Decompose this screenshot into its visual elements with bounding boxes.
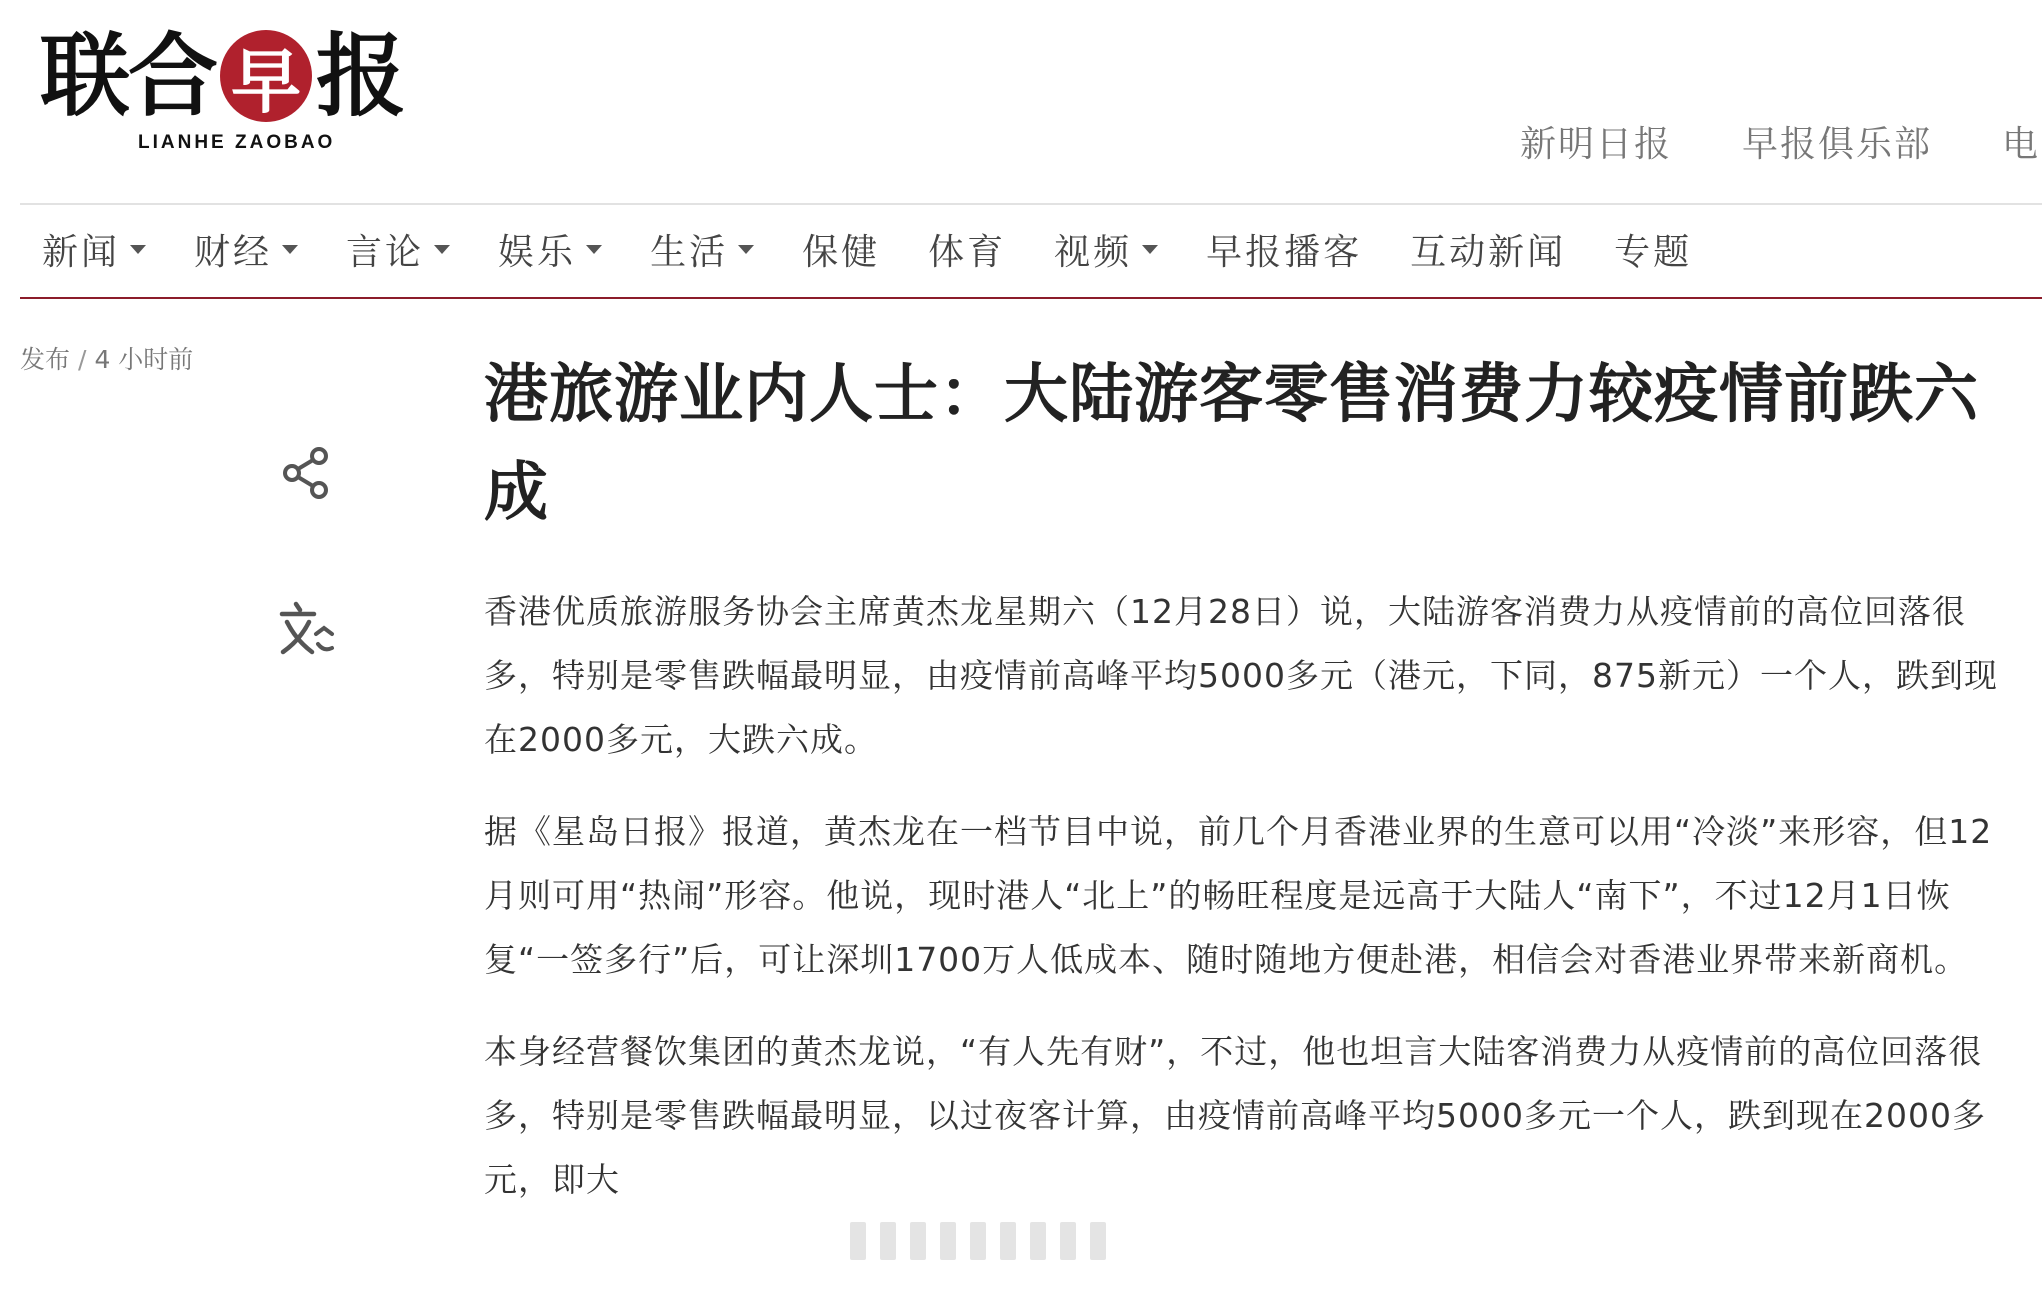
- redaction-mark: [1030, 1222, 1046, 1260]
- redaction-marks: [850, 1222, 1106, 1260]
- share-icon: [279, 445, 335, 501]
- nav-label: 言论: [346, 232, 425, 273]
- article-paragraph-3: 本身经营餐饮集团的黄杰龙说，“有人先有财”，不过，他也坦言大陆客消费力从疫情前的高位回落很多，特别是零售跌幅最明显，以过夜客计算，由疫情前高峰平均5000多元一个人，跌到现在2000多元，即大: [484, 1032, 1986, 1199]
- nav-item-video[interactable]: [1054, 224, 1158, 275]
- published-label: 发布: [20, 345, 71, 374]
- nav-label: 早报播客: [1206, 232, 1363, 273]
- nav-label: 财经: [194, 232, 273, 273]
- nav-label: 娱乐: [498, 232, 577, 273]
- caret-down-icon: [282, 245, 298, 254]
- caret-down-icon: [1142, 245, 1158, 254]
- top-link-xinming[interactable]: 新明日报: [1520, 124, 1673, 165]
- nav-item-opinion[interactable]: [346, 224, 450, 275]
- logo-char-2: 合: [128, 23, 216, 129]
- nav-item-finance[interactable]: [194, 224, 298, 275]
- article-paragraph-1: 香港优质旅游服务协会主席黄杰龙星期六（12月28日）说，大陆游客消费力从疫情前的高位回落很多，特别是零售跌幅最明显，由疫情前高峰平均5000多元（港元，下同，875新元）一个人，跌到现在2000多元，大跌六成。: [484, 592, 1998, 759]
- nav-label: 互动新闻: [1410, 232, 1567, 273]
- nav-item-sports[interactable]: [928, 224, 1006, 275]
- top-link-more[interactable]: 电: [2002, 124, 2041, 165]
- nav-item-topics[interactable]: [1614, 224, 1692, 275]
- publish-time: 4 小时前: [94, 345, 194, 374]
- redaction-mark: [940, 1222, 956, 1260]
- logo-english: LIANHE ZAOBAO: [138, 132, 336, 153]
- redaction-mark: [1060, 1222, 1076, 1260]
- logo-badge: 早: [220, 30, 312, 122]
- translate-button[interactable]: [278, 600, 336, 658]
- caret-down-icon: [738, 245, 754, 254]
- nav-item-interactive[interactable]: [1410, 224, 1566, 275]
- redaction-mark: [1090, 1222, 1106, 1260]
- redaction-mark: [1000, 1222, 1016, 1260]
- publish-meta: [20, 340, 193, 376]
- nav-item-news[interactable]: [42, 224, 146, 275]
- article-paragraph-2: 据《星岛日报》报道，黄杰龙在一档节目中说，前几个月香港业界的生意可以用“冷淡”来形容，但12月则可用“热闹”形容。他说，现时港人“北上”的畅旺程度是远高于大陆人“南下”，不过12月1日恢复“一签多行”后，可让深圳1700万人低成本、随时随地方便赴港，相信会对香港业界带来新商机。: [484, 812, 1993, 979]
- article-headline: 港旅游业内人士：大陆游客零售消费力较疫情前跌六成: [484, 358, 1979, 530]
- meta-separator: /: [78, 345, 87, 374]
- logo-char-4: 报: [316, 23, 404, 129]
- nav-item-podcast[interactable]: [1206, 224, 1362, 275]
- nav-label: 视频: [1054, 232, 1133, 273]
- nav-item-entertainment[interactable]: [498, 224, 602, 275]
- header-divider: [20, 203, 2042, 205]
- site-logo[interactable]: [40, 23, 440, 158]
- top-link-club[interactable]: 早报俱乐部: [1742, 124, 1933, 165]
- nav-label: 体育: [928, 232, 1007, 273]
- main-nav: [42, 224, 1740, 275]
- caret-down-icon: [586, 245, 602, 254]
- nav-label: 生活: [650, 232, 729, 273]
- nav-item-health[interactable]: [802, 224, 880, 275]
- redaction-mark: [850, 1222, 866, 1260]
- logo-char-1: 联: [40, 23, 128, 129]
- redaction-mark: [970, 1222, 986, 1260]
- nav-label: 专题: [1614, 232, 1693, 273]
- translate-icon: [278, 600, 336, 658]
- logo-wordmark: [40, 23, 440, 129]
- redaction-mark: [910, 1222, 926, 1260]
- caret-down-icon: [434, 245, 450, 254]
- article: [484, 346, 2024, 1212]
- redaction-mark: [880, 1222, 896, 1260]
- nav-item-lifestyle[interactable]: [650, 224, 754, 275]
- top-links: [1520, 116, 2042, 167]
- nav-label: 新闻: [42, 232, 121, 273]
- nav-label: 保健: [802, 232, 881, 273]
- share-button[interactable]: [278, 444, 336, 502]
- caret-down-icon: [130, 245, 146, 254]
- nav-divider: [20, 297, 2042, 299]
